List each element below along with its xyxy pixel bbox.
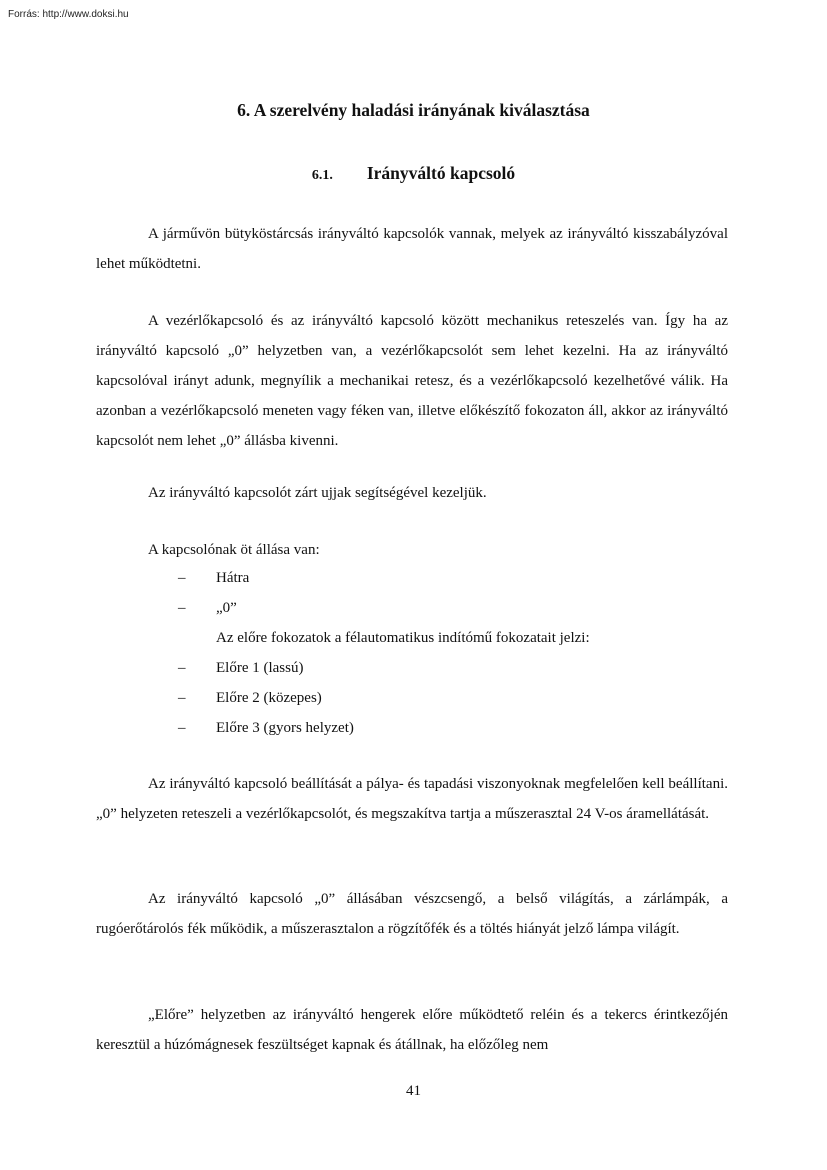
list-dash: – xyxy=(178,660,186,676)
section-title: Irányváltó kapcsoló xyxy=(366,163,516,183)
list-item xyxy=(96,563,728,593)
section-heading xyxy=(0,163,827,184)
list-item-label: Hátra xyxy=(216,570,250,586)
section-number: 6.1. xyxy=(311,168,333,183)
list-dash: – xyxy=(178,690,186,706)
list-item-label: Előre 3 (gyors helyzet) xyxy=(216,720,354,736)
paragraph-forward-position: „Előre” helyzetben az irányváltó hengerek előre működtető reléin és a tekercs érintkezőjén keresztül a húzómágnesek feszültséget kapnak és átállnak, ha előzőleg nem xyxy=(96,1007,728,1053)
paragraph-operation: Az irányváltó kapcsolót zárt ujjak segítségével kezeljük. xyxy=(148,485,487,501)
paragraph-zero-position: Az irányváltó kapcsoló „0” állásában vészcsengő, a belső világítás, a zárlámpák, a rugóerőtárolós fék működik, a műszerasztalon a rögzítőfék és a töltés hiányát jelző lámpa világít. xyxy=(96,891,728,937)
list-dash: – xyxy=(178,600,186,616)
list-note-text: Az előre fokozatok a félautomatikus indítómű fokozatait jelzi: xyxy=(216,630,590,646)
paragraph-interlock: A vezérlőkapcsoló és az irányváltó kapcsoló között mechanikus reteszelés van. Így ha az irányváltó kapcsoló „0” helyzetben van, a vezérlőkapcsolót sem lehet kezelni. Ha az irányváltó kapcsolóval irányt adunk, megnyílik a mechanikai retesz, és a vezérlőkapcsoló kezelhetővé válik. Ha azonban a vezérlőkapcsoló meneten vagy féken van, illetve előkészítő fokozaton áll, akkor az irányváltó kapcsolót nem lehet „0” állásba kivenni. xyxy=(96,313,728,449)
list-item xyxy=(96,713,728,743)
paragraph-positions: A kapcsolónak öt állása van: xyxy=(148,542,320,558)
list-item xyxy=(96,653,728,683)
source-caption: Forrás: http://www.doksi.hu xyxy=(8,9,129,20)
list-item-label: „0” xyxy=(216,600,237,616)
paragraph-intro: A járművön bütyköstárcsás irányváltó kapcsolók vannak, melyek az irányváltó kisszabályzóval lehet működtetni. xyxy=(96,226,728,272)
list-note xyxy=(96,623,728,653)
list-item-label: Előre 2 (közepes) xyxy=(216,690,322,706)
list-item-label: Előre 1 (lassú) xyxy=(216,660,304,676)
page-number: 41 xyxy=(406,1083,421,1099)
chapter-title: 6. A szerelvény haladási irányának kiválasztása xyxy=(237,100,590,120)
paragraph-settings: Az irányváltó kapcsoló beállítását a pálya- és tapadási viszonyoknak megfelelően kell beállítani. „0” helyzeten reteszeli a vezérlőkapcsolót, és megszakítva tartja a műszerasztal 24 V-os áramellátását. xyxy=(96,776,728,822)
positions-list xyxy=(96,563,728,743)
list-dash: – xyxy=(178,720,186,736)
list-dash: – xyxy=(178,570,186,586)
list-item xyxy=(96,593,728,623)
list-item xyxy=(96,683,728,713)
